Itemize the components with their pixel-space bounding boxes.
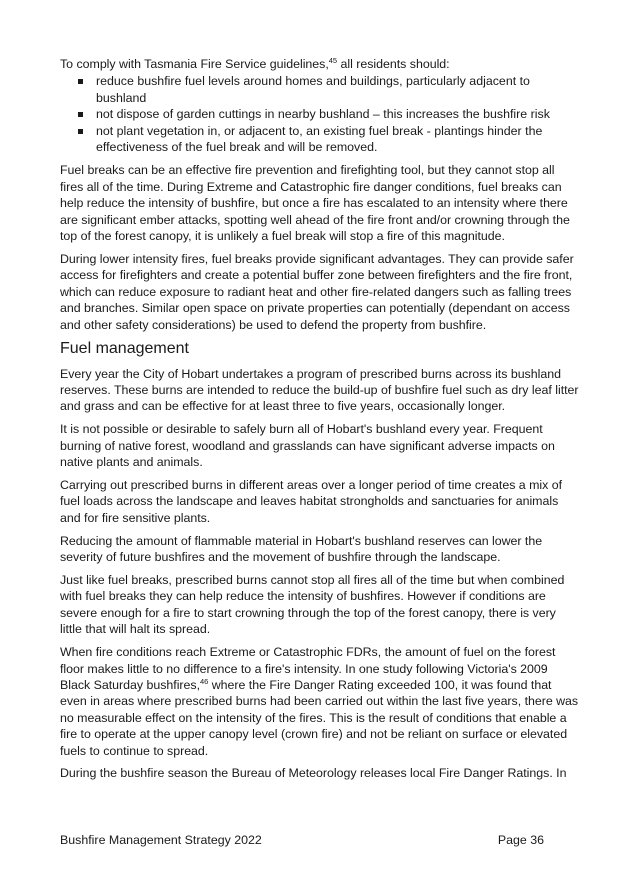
footnote-ref-46[interactable]: 46 (200, 676, 209, 686)
bullet-list (60, 73, 580, 155)
document-body (60, 56, 580, 788)
footer-title: Bushfire Management Strategy 2022 (60, 833, 262, 847)
bullet-icon (78, 79, 83, 84)
list-item-text: reduce bushfire fuel levels around homes and buildings, particularly adjacent to bushland (96, 74, 530, 105)
fuel-mix-paragraph: Carrying out prescribed burns in different areas over a longer period of time creates a mix of fuel loads across the landscape and leaves habitat strongholds and sanctuaries for animals and for fire sensitive plants. (60, 477, 563, 525)
fdr-text-after: where the Fire Danger Rating exceeded 100, it was found that even in areas where prescribed burns had been carried out within the last five years, there was no measurable effect on the intensity of the fires. This is the result of conditions that enable a fire to operate at the upper canopy level (crown fire) and not be reliant on surface or elevated fuels to continue to spread. (60, 677, 579, 758)
fdr-paragraph (60, 644, 580, 759)
page-footer (60, 832, 544, 848)
list-item (60, 123, 580, 156)
lower-intensity-paragraph: During lower intensity fires, fuel breaks provide significant advantages. They can provide safer access for firefighters and create a potential buffer zone between firefighters and the fire front, which can reduce exposure to radiant heat and other fire-related dangers such as falling trees and branches. Similar open space on private properties can potentially (dependant on access and other safety considerations) be used to defend the property from bushfire. (60, 251, 574, 332)
list-item-text: not dispose of garden cuttings in nearby bushland – this increases the bushfire risk (96, 107, 550, 122)
burn-frequency-paragraph: It is not possible or desirable to safely burn all of Hobart's bushland every year. Frequent burning of native forest, woodland and grasslands can have significant adverse impacts on native plants and animals. (60, 422, 555, 470)
final-paragraph: During the bushfire season the Bureau of Meteorology releases local Fire Danger Ratings. In (60, 766, 567, 781)
intro-text-after: all residents should: (337, 57, 450, 71)
page-number: Page 36 (497, 833, 544, 847)
bullet-icon (78, 129, 83, 134)
section-heading: Fuel management (60, 339, 189, 357)
footnote-ref-45[interactable]: 45 (328, 55, 338, 65)
list-item (60, 106, 580, 122)
fuel-breaks-paragraph: Fuel breaks can be an effective fire prevention and firefighting tool, but they cannot stop all fires all of the time. During Extreme and Catastrophic fire danger conditions, fuel breaks can help reduce the intensity of bushfire, but once a fire has escalated to an intensity where there are significant ember attacks, spotting well ahead of the fire front and/or crowning through the top of the forest canopy, it is unlikely a fuel break will stop a fire of this magnitude. (60, 163, 570, 244)
intro-text: To comply with Tasmania Fire Service guidelines, (60, 57, 329, 71)
intro-paragraph (60, 56, 580, 72)
list-item (60, 73, 580, 106)
flammable-material-paragraph: Reducing the amount of flammable material in Hobart's bushland reserves can lower the severity of future bushfires and the movement of bushfire through the landscape. (60, 533, 543, 565)
list-item-text: not plant vegetation in, or adjacent to, an existing fuel break - plantings hinder the effectiveness of the fuel break and will be removed. (96, 123, 543, 155)
fdr-text: When fire conditions reach Extreme or Catastrophic FDRs, the amount of fuel on the forest floor makes little to no difference to a fire's intensity. In one study following Victoria's 2009 Black Saturday bushfires, (60, 645, 556, 692)
bullet-icon (78, 112, 83, 117)
prescribed-burns-paragraph: Every year the City of Hobart undertakes a program of prescribed burns across its bushland reserves. These burns are intended to reduce the build-up of bushfire fuel such as dry leaf litter and grass and can be effective for at least three to five years, occasionally longer. (60, 366, 579, 414)
combined-measures-paragraph: Just like fuel breaks, prescribed burns cannot stop all fires all of the time but when combined with fuel breaks they can help reduce the intensity of bushfires. However if conditions are severe enough for a fire to start crowning through the top of the forest canopy, there is very little that will halt its spread. (60, 572, 565, 637)
